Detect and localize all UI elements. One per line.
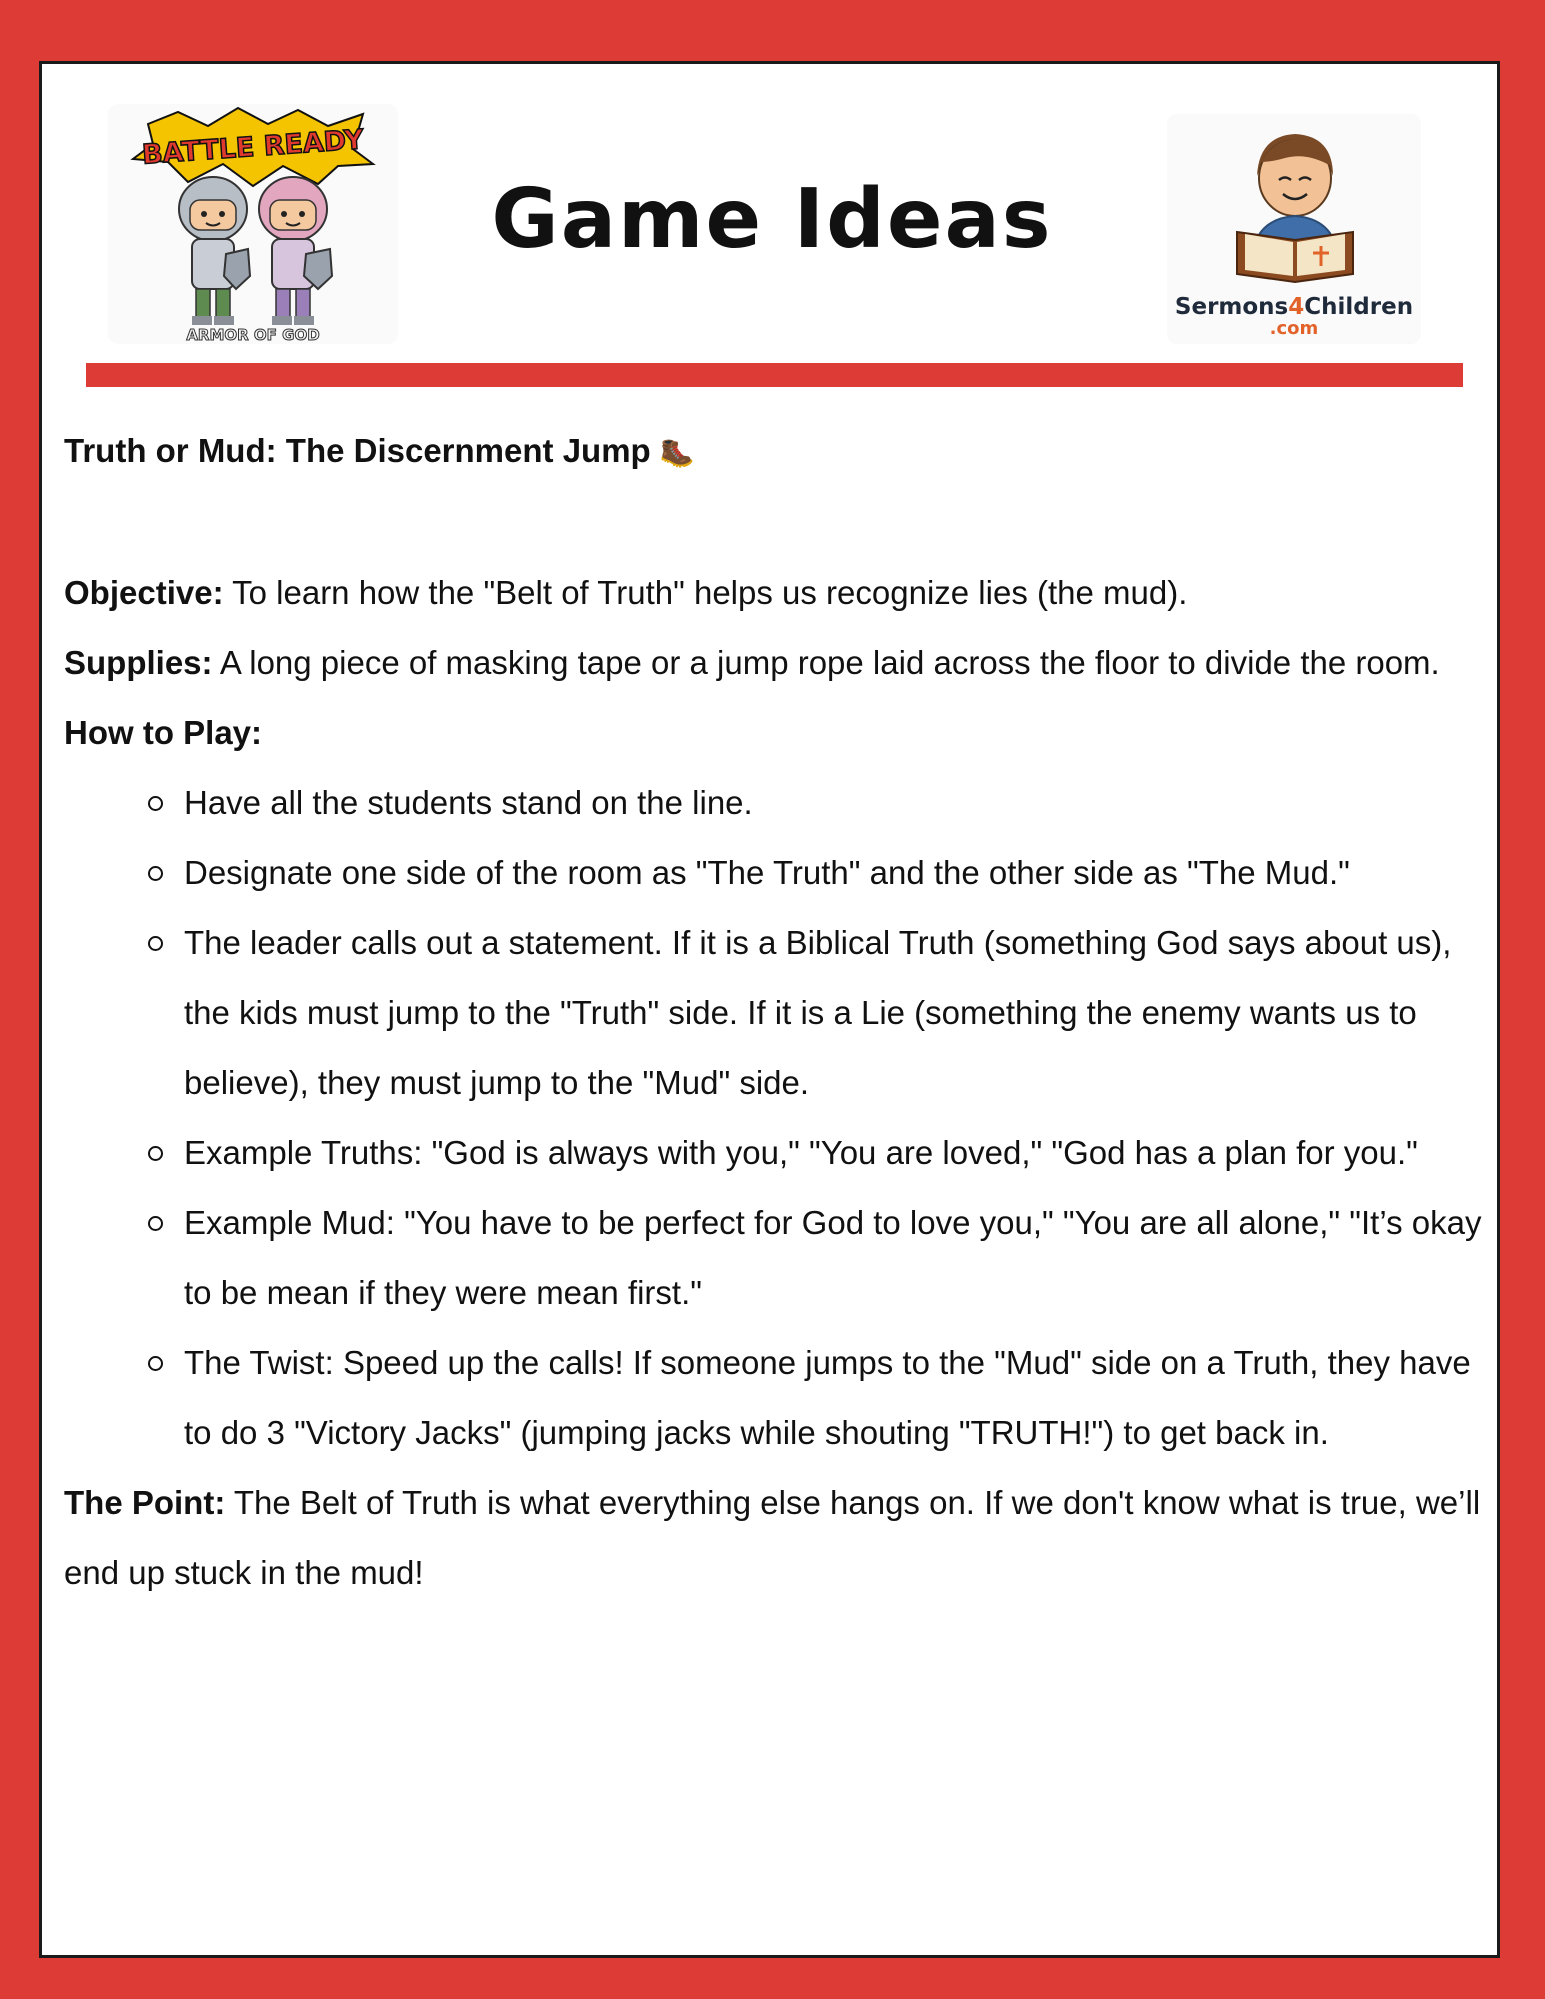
list-item: The Twist: Speed up the calls! If someone jumps to the "Mud" side on a Truth, they have to do 3 "Victory Jacks" (jumping jacks while shouting "TRUTH!") to get back in. [184,1328,1484,1468]
page-title: Game Ideas [491,172,1053,267]
logo-bottom-text: ARMOR OF GOD [186,326,320,344]
list-item: Example Truths: "God is always with you," "You are loved," "God has a plan for you." [184,1118,1484,1188]
reading-boy-illustration [1167,114,1421,344]
objective-text: To learn how the "Belt of Truth" helps us recognize lies (the mud). [223,574,1188,611]
how-to-play-label: How to Play: [64,714,263,751]
game-title [64,416,1484,488]
knights-illustration [108,104,398,344]
circle-bullet-icon [148,1216,163,1231]
circle-bullet-icon [148,1356,163,1371]
point-text: The Belt of Truth is what everything else hangs on. If we don't know what is true, we’ll end up stuck in the mud! [64,1484,1481,1591]
logo-top-text: BATTLE READY [141,124,365,171]
point-label: The Point: [64,1484,226,1521]
worksheet-page [39,61,1500,1958]
objective-label: Objective: [64,574,224,611]
circle-bullet-icon [148,1146,163,1161]
sermons4children-logo [1167,114,1421,344]
boot-icon: 🥾 [659,437,695,468]
circle-bullet-icon [148,936,163,951]
circle-bullet-icon [148,866,163,881]
boy-knight-icon [179,177,250,325]
brand-name: Sermons4Children [1174,294,1414,320]
list-item: Have all the students stand on the line. [184,768,1484,838]
list-item: Example Mud: "You have to be perfect for God to love you," "You are all alone," "It’s okay to be mean if they were mean first." [184,1188,1484,1328]
supplies-label: Supplies: [64,644,213,681]
game-content [64,416,1484,1608]
supplies-text: A long piece of masking tape or a jump rope laid across the floor to divide the room. [212,644,1440,681]
boy-reading-bible-icon [1237,134,1353,282]
circle-bullet-icon [148,796,163,811]
list-item: The leader calls out a statement. If it is a Biblical Truth (something God says about us), the kids must jump to the "Truth" side. If it is a Lie (something the enemy wants us to believe), they must jump to the "Mud" side. [184,908,1484,1118]
girl-knight-icon [259,177,332,325]
battle-ready-logo [108,104,398,344]
header-divider [86,363,1463,387]
the-point [64,1468,1484,1608]
game-title-text: Truth or Mud: The Discernment Jump [64,432,651,469]
supplies [64,628,1484,698]
brand-domain: .com [1269,318,1319,339]
steps-list [64,768,1484,1468]
objective [64,558,1484,628]
list-item: Designate one side of the room as "The Truth" and the other side as "The Mud." [184,838,1484,908]
